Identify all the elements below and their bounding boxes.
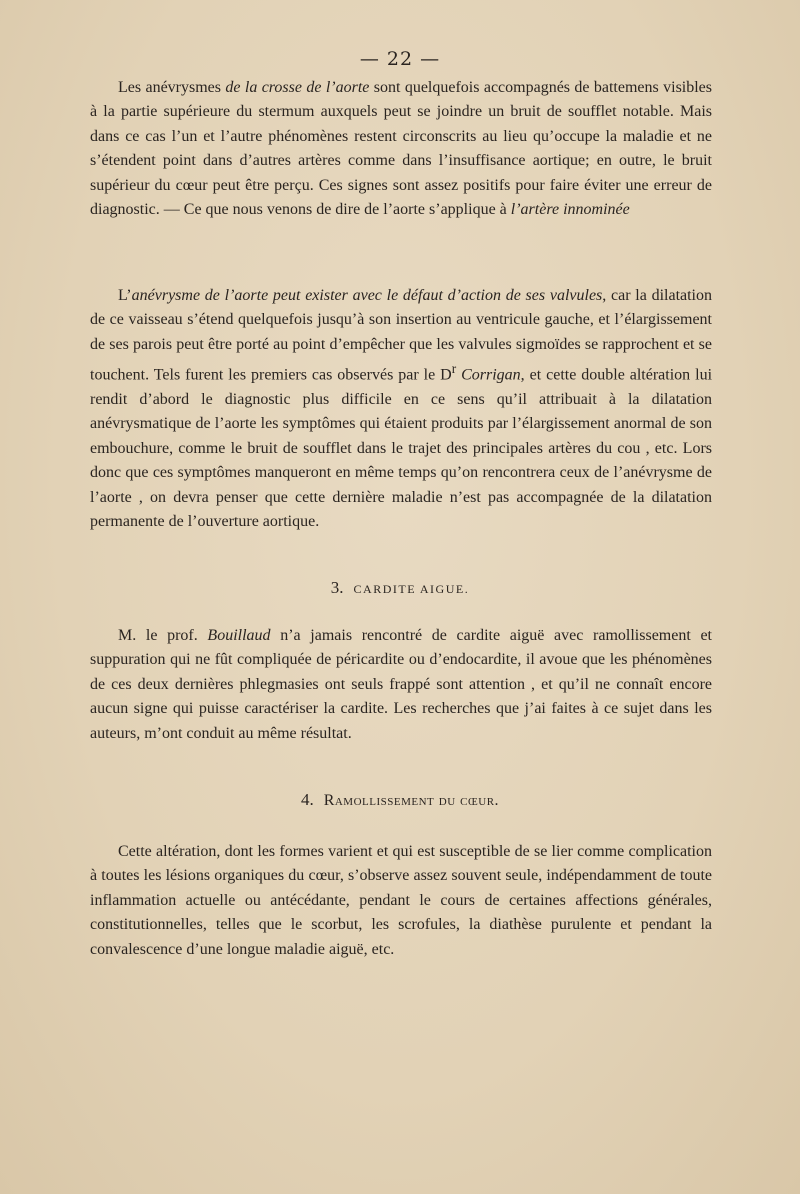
section-heading-3 [0,578,800,598]
text-run: Cette altération, dont les formes varient et qui est susceptible de se lier comme complication à toutes les lésions organiques du cœur, s’observe assez souvent seule, indépendamment de toute inflammation actuelle ou antécédante, pendant le cours de certaines affections générales, constitutionnelles, telles que le scorbut, les scrofules, la diathèse purulente et pendant la convalescence d’une longue maladie aiguë, etc. [90,843,712,958]
paragraph-aortic-aneurysm-valves [90,284,712,534]
text-run: sont quelquefois accompagnés de battemens visibles à la partie supérieure du stermum auxquels peut se joindre un bruit de soufflet notable. Mais dans ce cas l’un et l’autre phénomènes restent circonscrits au lieu qu’occupe la maladie et ne s’étendent point dans d’autres artères comme dans l’insuffisance aortique; en outre, le bruit supérieur du cœur peut être perçu. Ces signes sont assez positifs pour faire éviter une erreur de diagnostic. — Ce que nous venons de dire de l’aorte s’applique à [90,79,713,219]
italic-run: Corrigan [461,366,521,384]
page-number: — 22 — [359,48,441,70]
text-run: L’ [118,287,132,304]
paragraph-cardite [90,624,712,746]
section-heading-4 [0,790,800,810]
section-title: CARDITE AIGUE. [353,582,470,596]
italic-run: anévrysme de l’aorte peut exister avec le défaut d’action de ses valvules [131,287,603,304]
text-run: Les anévrysmes [118,79,226,96]
text-run: , et cette double altération lui rendit d’abord le diagnostic plus difficile en ce sens qu’il attribuait à la dilatation anévrysmatique de l’aorte les symptômes qui étaient produits par l’élargissement anormal de son embouchure, comme le bruit de soufflet dans le trajet des principales artères du cou , etc. Lors donc que ces symptômes manqueront en même temps qu’on rencontrera ceux de l’anévrysme de l’aorte , on devra penser que cette dernière maladie n’est pas accompagnée de la dilatation permanente de l’ouverture aortique. [90,366,713,530]
superscript: r [451,361,457,377]
paragraph-ramollissement [90,840,712,962]
text-run: M. le prof. [118,627,208,644]
text-run: n’a jamais rencontré de cardite aiguë avec ramollissement et suppuration qui ne fût compliquée de péricardite ou d’endocardite, il avoue que les phénomènes de ces deux dernières phlegmasies ont seuls frappé sont attention , et qu’il ne connaît encore aucun signe qui puisse caractériser la cardite. Les recherches que j’ai faites à ce sujet dans les auteurs, m’ont conduit au même résultat. [90,627,712,742]
section-number: 3. [330,578,344,597]
italic-run: l’artère innominée [510,201,630,219]
paragraph-aorta-crosse [90,76,712,222]
section-number: 4. [300,790,314,809]
italic-run: de la crosse de l’aorte [225,79,370,96]
section-title: Ramollissement du cœur. [323,792,500,809]
italic-run: Bouillaud [207,627,271,644]
text-run: , car la dilatation de ce vaisseau s’étend quelquefois jusqu’à son insertion au ventricule gauche, et l’élargissement de ses parois peut être porté au point d’empêcher que les valvules sigmoïdes se rapprochent et se touchent. Tels furent les premiers cas observés par le D [90,287,713,384]
